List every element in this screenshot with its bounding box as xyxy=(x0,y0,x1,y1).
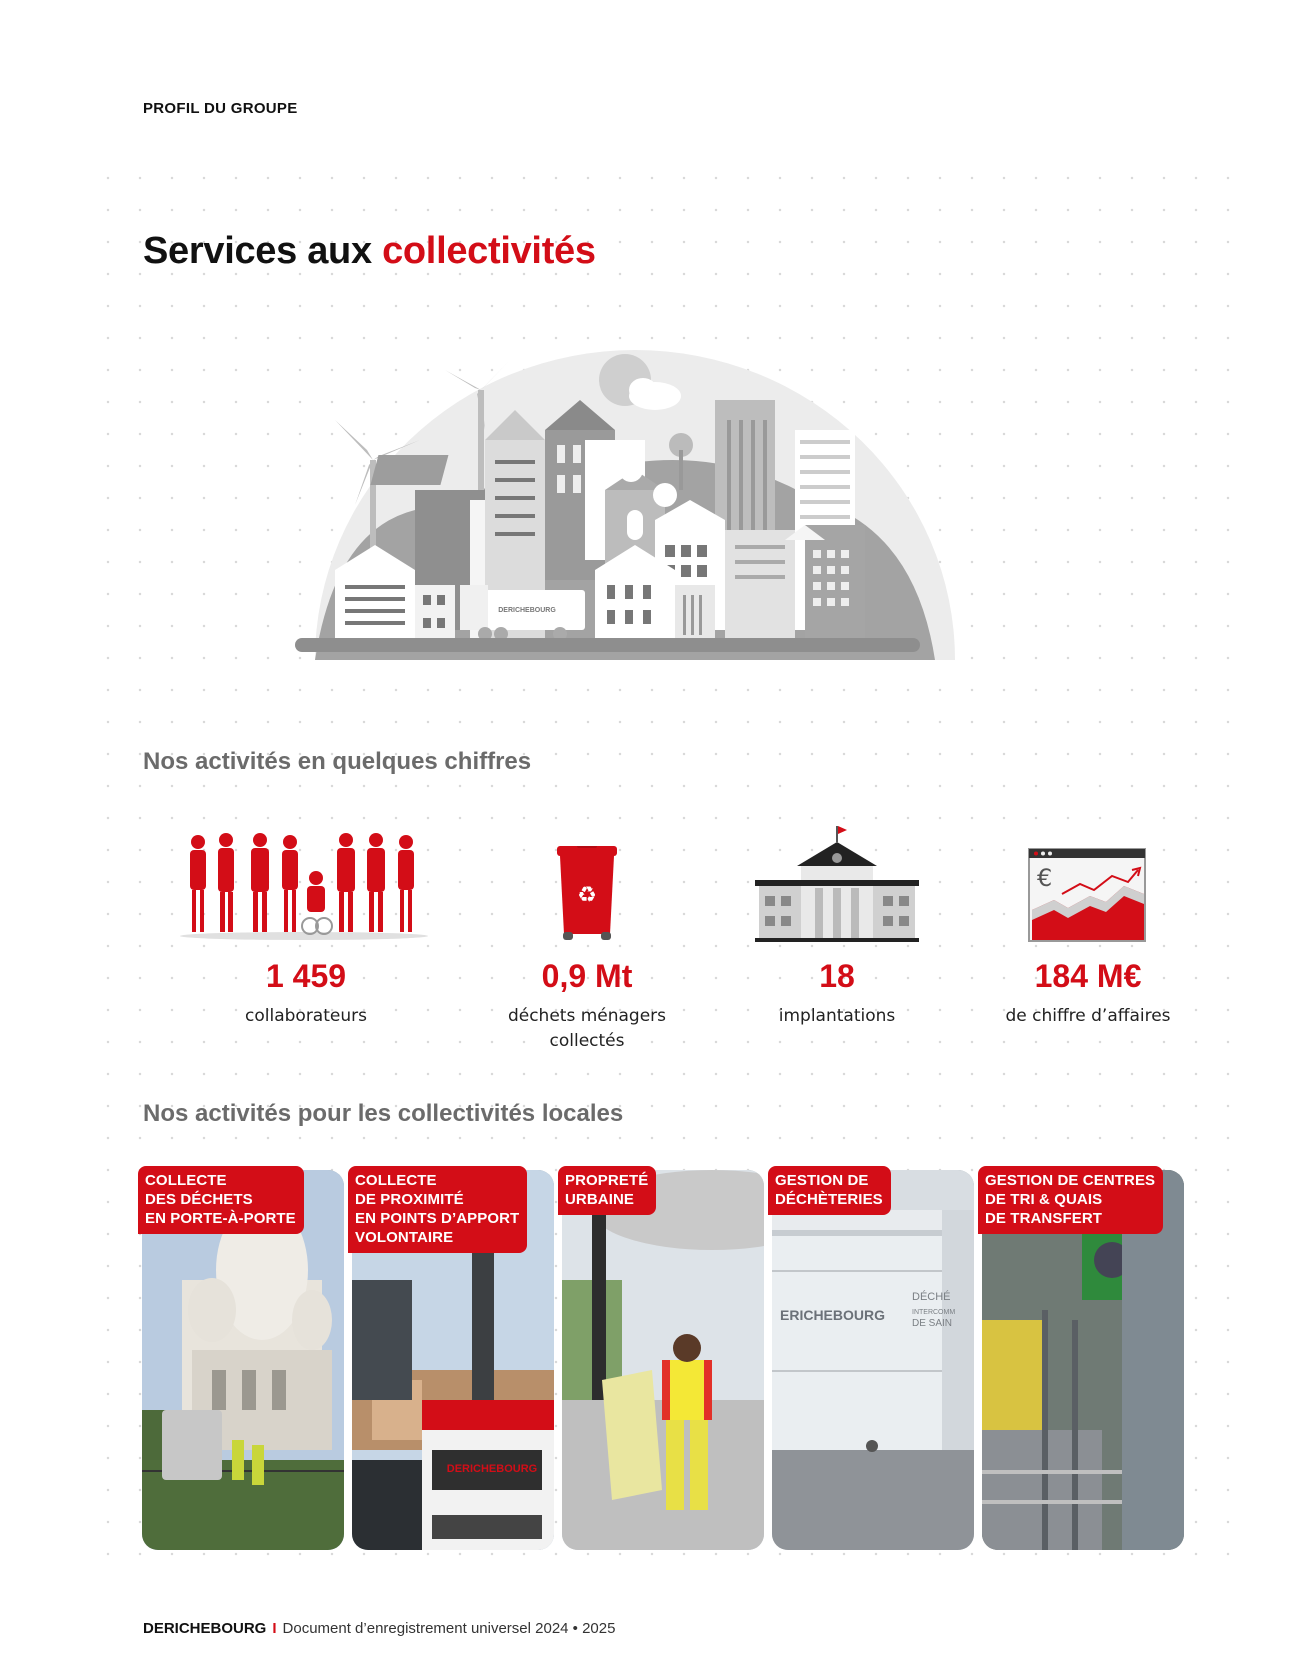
key-figures-heading: Nos activités en quelques chiffres xyxy=(143,748,532,775)
key-figure-revenue xyxy=(958,958,1218,1048)
activities-heading: Nos activités pour les collectivités locales xyxy=(143,1100,624,1127)
key-figure-label-line1: déchets ménagers xyxy=(507,1006,667,1026)
key-figure-label: implantations xyxy=(778,1006,896,1026)
truck-logo-text: DERICHEBOURG xyxy=(498,607,556,614)
svg-text:€: € xyxy=(1037,864,1053,892)
recycling-bin-icon xyxy=(553,846,621,940)
container-brand-text: ERICHEBOURG xyxy=(780,1307,886,1323)
key-figure-waste xyxy=(457,958,717,1051)
footer-text: Document d’enregistrement universel 2024 • 2025 xyxy=(282,1620,616,1637)
staff-people-icon xyxy=(178,830,430,940)
footer-brand: DERICHEBOURG xyxy=(143,1620,267,1637)
street-cleaning-photo xyxy=(562,1170,764,1550)
activity-tag-door-to-door: COLLECTE DES DÉCHETS EN PORTE-À-PORTE xyxy=(138,1166,304,1234)
building-icon xyxy=(755,826,919,942)
page-title xyxy=(143,230,596,273)
page-title-main: Services aux xyxy=(143,230,383,272)
truck-brand-text: DERICHEBOURG xyxy=(446,1463,538,1475)
key-figure-value: 18 xyxy=(819,958,855,994)
svg-text:♻: ♻ xyxy=(577,883,597,908)
activity-card-waste-centres[interactable] xyxy=(772,1170,974,1550)
activity-tag-waste-centres: GESTION DE DÉCHÈTERIES xyxy=(768,1166,891,1215)
key-figure-label: collaborateurs xyxy=(245,1006,367,1026)
key-figure-label-line2: collectés xyxy=(549,1031,625,1051)
section-label: PROFIL DU GROUPE xyxy=(143,100,298,117)
activity-tag-sorting-centres: GESTION DE CENTRES DE TRI & QUAIS DE TRANSFERT xyxy=(978,1166,1163,1234)
container-label-text-2: INTERCOMM xyxy=(912,1309,956,1316)
activity-card-street-cleaning[interactable] xyxy=(562,1170,764,1550)
activity-tag-street-cleaning: PROPRETÉ URBAINE xyxy=(558,1166,656,1215)
activity-tag-drop-off-points: COLLECTE DE PROXIMITÉ EN POINTS D’APPORT VOLONTAIRE xyxy=(348,1166,527,1253)
container-label-text: DÉCHÉ xyxy=(912,1291,951,1303)
key-figure-sites xyxy=(707,958,967,1048)
page-footer xyxy=(143,1620,615,1637)
key-figure-value: 0,9 Mt xyxy=(541,958,633,994)
key-figure-label: de chiffre d’affaires xyxy=(1005,1006,1171,1026)
key-figure-value: 184 M€ xyxy=(1034,958,1142,994)
city-illustration xyxy=(295,300,975,700)
key-figure-staff xyxy=(176,958,436,1048)
key-figure-value: 1 459 xyxy=(265,958,347,994)
waste-container-photo xyxy=(772,1170,974,1550)
page-title-accent: collectivités xyxy=(382,230,596,272)
key-figure-label xyxy=(457,1004,717,1054)
container-label-text-3: DE SAIN xyxy=(912,1318,953,1329)
footer-separator: I xyxy=(272,1620,277,1637)
revenue-chart-icon xyxy=(1028,848,1146,942)
